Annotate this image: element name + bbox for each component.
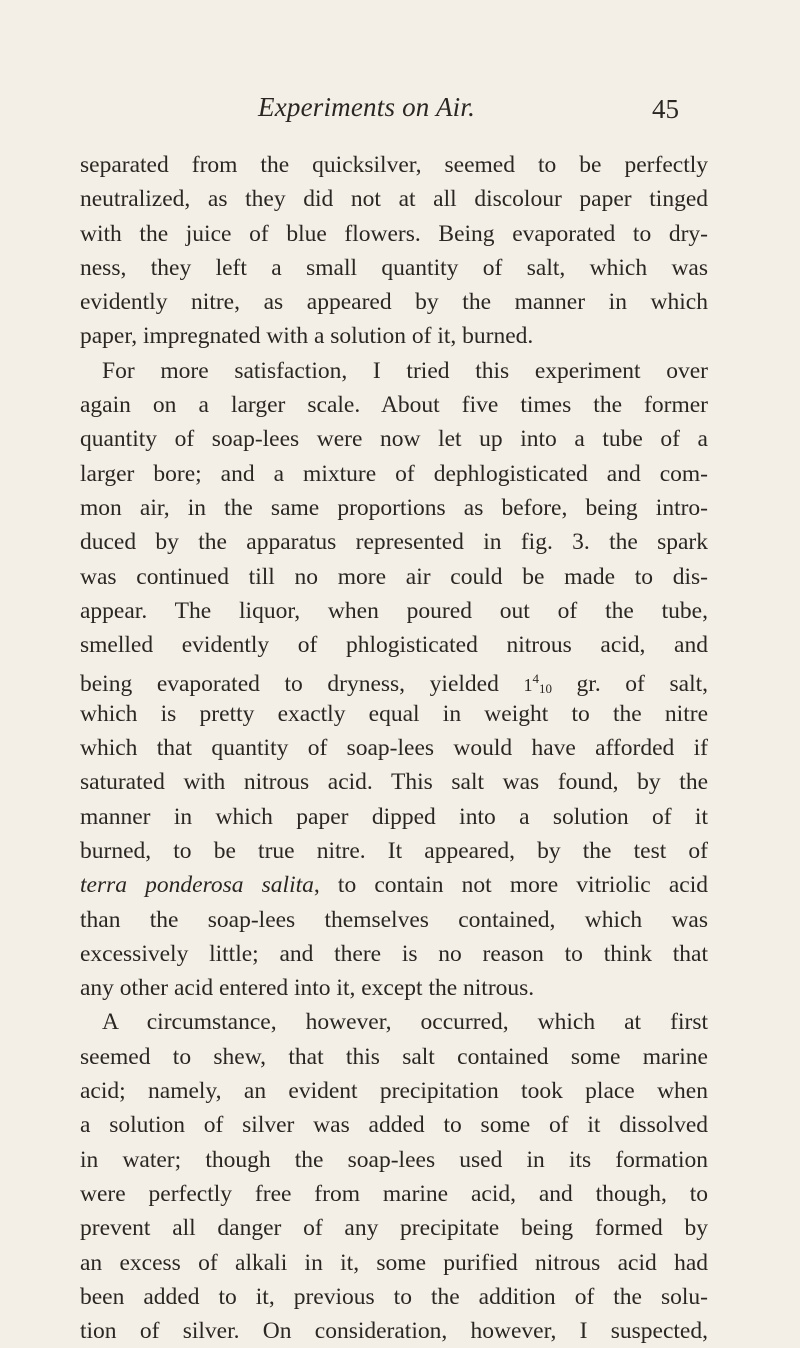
fraction [523,671,552,697]
text-line: which is pretty exactly equal in weight to the nitre [80,700,708,727]
text-line: with the juice of blue flowers. Being evaporated to dry- [80,220,708,247]
text-line: tion of silver. On consideration, however, I suspected, [80,1318,708,1345]
text-line: seemed to shew, that this salt contained some marine [80,1043,708,1070]
text-line-with-italic [80,868,708,902]
text-line: excessively little; and there is no reason to think that [80,940,708,967]
text-line: manner in which paper dipped into a solution of it [80,803,708,830]
text-line: larger bore; and a mixture of dephlogisticated and com- [80,460,708,487]
text-line: again on a larger scale. About five times the former [80,392,708,419]
text-line: were perfectly free from marine acid, and though, to [80,1180,708,1207]
text-line: been added to it, previous to the addition of the solu- [80,1283,708,1310]
text-line: duced by the apparatus represented in fig. 3. the spark [80,529,708,556]
text-line: A circumstance, however, occurred, which at first [102,1009,708,1036]
fraction-denominator: 10 [538,681,552,697]
text-line: which that quantity of soap-lees would have afforded if [80,735,708,762]
fraction-whole: 1 [523,675,533,696]
body-text [80,148,708,1348]
text-line: evidently nitre, as appeared by the manner in which [80,289,708,316]
text-line: saturated with nitrous acid. This salt was found, by the [80,769,708,796]
text-line: was continued till no more air could be made to dis- [80,563,708,590]
text-line: any other acid entered into it, except the nitrous. [80,975,535,1002]
text-line: quantity of soap-lees were now let up into a tube of a [80,426,708,453]
text-line: a solution of silver was added to some of it dissolved [80,1112,708,1139]
text-line: smelled evidently of phlogisticated nitrous acid, and [80,632,708,659]
latin-term: terra ponderosa salita [80,872,314,899]
text-line: neutralized, as they did not at all discolour paper tinged [80,186,708,213]
text-line: an excess of alkali in it, some purified nitrous acid had [80,1249,708,1276]
text-segment: being evaporated to dryness, yielded [80,671,499,698]
text-line-with-fraction [80,662,708,696]
page-number: 45 [652,94,679,124]
text-line: acid; namely, an evident precipitation took place when [80,1078,708,1105]
text-segment: , to contain not more vitriolic acid [313,872,708,899]
text-segment: gr. of salt, [576,671,708,698]
text-line: appear. The liquor, when poured out of the tube, [80,597,708,624]
text-line: prevent all danger of any precipitate being formed by [80,1215,708,1242]
text-line: paper, impregnated with a solution of it, burned. [80,323,534,350]
running-title: Experiments on Air. [258,92,476,122]
text-line: mon air, in the same proportions as before, being intro- [80,494,708,521]
text-line: burned, to be true nitre. It appeared, by the test of [80,837,708,864]
fraction-numerator: 4 [532,671,539,687]
text-line: than the soap-lees themselves contained, which was [80,906,708,933]
text-line: For more satisfaction, I tried this experiment over [102,357,708,384]
text-line: ness, they left a small quantity of salt, which was [80,254,708,281]
text-line: in water; though the soap-lees used in its formation [80,1146,708,1173]
text-line: separated from the quicksilver, seemed to be perfectly [80,152,708,178]
